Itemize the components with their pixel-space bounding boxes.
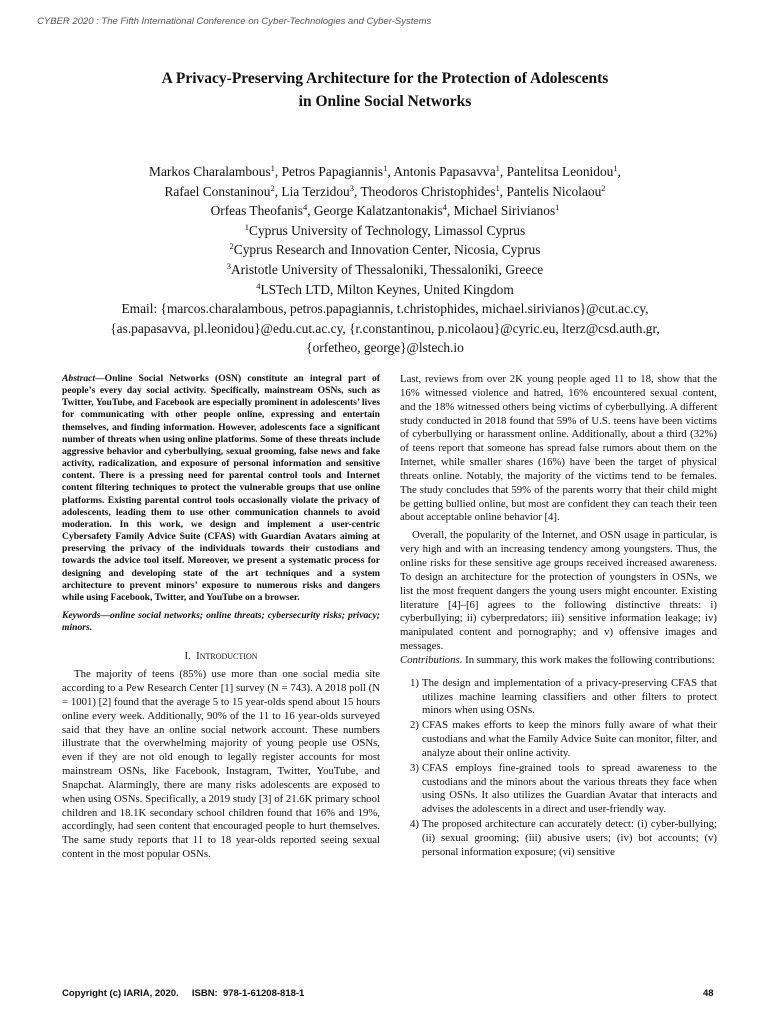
list-item — [400, 762, 717, 817]
author-line: Orfeas Theofanis$^4$, George Kalatzantonakis$^4$, Michael Sirivianos$^1$ — [210, 202, 560, 219]
title-line-2: in Online Social Networks — [298, 93, 472, 110]
title-line-1: A Privacy-Preserving Architecture for the Protection of Adolescents — [161, 70, 609, 87]
author-block — [30, 162, 740, 358]
affiliation-mark: 1 — [270, 163, 275, 173]
author-name: Rafael Constaninou — [164, 183, 271, 199]
list-number: 3) — [410, 761, 419, 774]
affiliation — [30, 240, 740, 260]
affiliation-mark: 1 — [555, 202, 560, 213]
affiliation-mark: 1 — [495, 163, 500, 173]
left-column — [62, 373, 380, 862]
list-item — [400, 677, 717, 719]
author-name: Pantelis Nicolaou — [506, 183, 602, 199]
author-name: Lia Terzidou — [281, 183, 350, 199]
affiliation-mark: 3 — [226, 260, 231, 271]
list-text: CFAS employs fine-grained tools to spread awareness to the custodians and the minors about the various threats they face when using OSNs. It also utilizes the Guardian Avatar that interacts and advises the adolescents in a direct and user-friendly way. — [422, 761, 717, 816]
author-name: George Kalatzantonakis — [313, 203, 443, 219]
keywords-label: Keywords — [62, 609, 101, 621]
email-line: {as.papasavva, pl.leonidou}@edu.cut.ac.cy, {r.constantinou, p.nicolaou}@cyric.eu, lterz@csd.auth.gr, — [110, 320, 660, 336]
affiliation — [30, 260, 740, 280]
section-heading — [62, 650, 380, 664]
contributions-text: In summary, this work makes the following contributions: — [465, 653, 715, 666]
affiliation-text: Cyprus Research and Innovation Center, Nicosia, Cyprus — [233, 242, 541, 258]
affiliation-mark: 4 — [442, 202, 447, 213]
email-line: {orfetheo, george}@lstech.io — [306, 340, 464, 356]
contributions-paragraph — [400, 654, 717, 668]
affiliation-mark: 3 — [349, 182, 355, 193]
keywords-text: online social networks; online threats; cybersecurity risks; privacy; minors. — [62, 609, 380, 634]
list-item — [400, 818, 717, 860]
affiliation-mark: 1 — [495, 182, 500, 193]
section-title: Introduction — [196, 650, 258, 663]
affiliation-mark: 4 — [302, 202, 308, 213]
list-number: 4) — [410, 818, 419, 831]
body-paragraph: Overall, the popularity of the Internet, and OSN usage in particular, is very high and with an increasing tendency among youngsters. Thus, the online risks for these sensitive age groups received increased awareness. To design an architecture for the protection of youngsters in OSNs, we list the most frequent dangers the young users might encounter. Existing literature [4]–[6] agrees to the following distinctive threats: i) cyberbullying; ii) cyberpredators; iii) sensitive information leakage; iv) manipulated content and pornography; and v) offensive images and messages. — [400, 529, 717, 653]
email-line: Email: {marcos.charalambous, petros.papagiannis, t.christophides, michael.sirivianos}@cut.ac.cy, — [121, 301, 649, 317]
author-name: Orfeas Theofanis — [210, 203, 303, 219]
right-column — [400, 373, 717, 861]
abstract: Abstract—Online Social Networks (OSN) constitute an integral part of people’s every day social activity. Specifically, mainstream OSNs, such as Twitter, YouTube, and Facebook are especially prominent in adolescents’ lives for communicating with other people online, expressing and entertain themselves, and finding information. However, adolescents face a significant number of threats when using online platforms. Some of these threats include aggressive behavior and cyberbullying, sexual grooming, false news and fake activity, radicalization, and exposure of personal information and sensitive content. There is a pressing need for parental control tools and Internet content filtering techniques to protect the vulnerable groups that use online platforms. Existing parental control tools occasionally violate the privacy of adolescents, leading them to use other communication channels to avoid moderation. In this work, we design and implement a user-centric Cybersafety Family Advice Suite (CFAS) with Guardian Avatars aiming at preserving the privacy of the individuals towards their custodians and towards the advice tool itself. Moreover, we present a systematic process for designing and developing state of the art techniques and a system architecture to prevent minors’ exposure to numerous risks and dangers while using Facebook, Twitter, and YouTube on a browser. — [62, 373, 380, 603]
contributions-list — [400, 677, 717, 860]
affiliation-mark: 2 — [270, 182, 275, 193]
affiliation-text: Aristotle University of Thessaloniki, Thessaloniki, Greece — [230, 261, 544, 277]
list-number: 1) — [410, 676, 419, 689]
abstract-label: Abstract — [62, 373, 96, 384]
running-header: CYBER 2020 : The Fifth International Conference on Cyber-Technologies and Cyber-Systems — [37, 16, 432, 27]
abstract-text: Online Social Networks (OSN) constitute an integral part of people’s every day social activity. Specifically, mainstream OSNs, such as Twitter, YouTube, and Facebook are especially prominent in adolescents’ lives for communicating with other people online, expressing and entertain themselves, and finding information. However, adolescents face a significant number of threats when using online platforms. Some of these threats include aggressive behavior and cyberbullying, sexual grooming, false news and fake activity, radicalization, and exposure of personal information and sensitive content. There is a pressing need for parental control tools and Internet content filtering techniques to protect the vulnerable groups that use online platforms. Existing parental control tools occasionally violate the privacy of adolescents, leading them to use other communication channels to avoid moderation. In this work, we design and implement a user-centric Cybersafety Family Advice Suite (CFAS) with Guardian Avatars aiming at preserving the privacy of the individuals towards their custodians and towards the advice tool itself. Moreover, we present a systematic process for designing and developing state of the art techniques and a system architecture to prevent minors’ exposure to numerous risks and dangers while using Facebook, Twitter, and YouTube on a browser. — [62, 373, 380, 603]
body-paragraph: The majority of teens (85%) use more than one social media site according to a Pew Research Center [1] survey (N = 743). A 2018 poll (N = 1001) [2] found that the average 5 to 15 year-olds spend about 15 hours online every week. Additionally, 90% of the 11 to 16 year-olds surveyed said that they have an online social network account. These numbers illustrate that the overwhelming majority of young people use OSNs, even if they are not old enough to legally register accounts for most mainstream OSNs, like Facebook, Instagram, Twitter, YouTube, and Snapchat. Alarmingly, there are many risks adolescents are exposed to when using OSNs. Specifically, a 2019 study [3] of 21.6K primary school children and 18.1K secondary school children found that 16% and 19%, accordingly, had seen content that encouraged people to hurt themselves. The same study reports that 11 to 18 year-olds reported seeing sexual content in the most popular OSNs. — [62, 668, 380, 861]
paper-title — [60, 67, 710, 113]
author-name: Antonis Papasavva — [393, 164, 496, 179]
affiliation-mark: 4 — [256, 280, 261, 291]
list-text: CFAS makes efforts to keep the minors fully aware of what their custodians and what the Family Advice Suite can monitor, filter, and analyze about their online activity. — [422, 719, 717, 759]
body-paragraph: Last, reviews from over 2K young people aged 11 to 18, show that the 16% witnessed violence and hatred, 16% encountered sexual content, and the 18% witnessed others being victims of cyberbullying. A different study conducted in 2018 found that 59% of U.S. teens have been victims of cyberbullying or harassment online. Additionally, about a third (32%) of teens report that someone has spread false rumors about them on the Internet, while smaller shares (16%) have been the target of physical threats online. Notably, the majority of the victims tend to be females. The study concludes that 59% of the parents worry that their child might be getting bullied online, but most are confident they can teach their teen about acceptable online behavior [4]. — [400, 373, 717, 524]
keywords: Keywords—online social networks; online threats; cybersecurity risks; privacy; minors. — [62, 609, 380, 634]
affiliation — [30, 280, 740, 300]
page-number: 48 — [703, 988, 714, 999]
affiliation-text: LSTech LTD, Milton Keynes, United Kingdom — [260, 281, 514, 297]
list-number: 2) — [410, 719, 419, 732]
affiliation-mark: 1 — [244, 221, 250, 232]
author-line: Rafael Constaninou$^2$, Lia Terzidou$^3$, Theodoros Christophides$^1$, Pantelis Nicolaou$^2$ — [164, 182, 606, 199]
affiliation-mark: 2 — [601, 182, 606, 193]
contributions-label: Contributions. — [400, 653, 463, 666]
affiliation — [30, 221, 740, 241]
list-text: The design and implementation of a privacy-preserving CFAS that utilizes machine learning classifiers and other filters to protect minors when using OSNs. — [422, 676, 717, 717]
author-line: Markos Charalambous$^1$, Petros Papagiannis$^1$, Antonis Papasavva$^1$, Pantelitsa Leonidou$^1$, — [149, 163, 621, 179]
author-name: Petros Papagiannis — [281, 164, 384, 179]
author-name: Theodoros Christophides — [360, 183, 496, 199]
affiliation-mark: 2 — [229, 241, 234, 252]
affiliation-mark: 1 — [613, 163, 618, 173]
list-text: The proposed architecture can accurately detect: (i) cyber-bullying; (ii) sexual grooming; (iii) abusive users; (iv) bot accounts; (v) personal information exposure; (vi) sensitive — [422, 818, 717, 858]
footer-copyright: Copyright (c) IARIA, 2020. ISBN: 978-1-61208-818-1 — [62, 988, 305, 999]
affiliation-mark: 1 — [383, 163, 388, 173]
list-item — [400, 719, 717, 761]
affiliation-text: Cyprus University of Technology, Limassol Cyprus — [249, 222, 526, 238]
section-number: I. — [184, 650, 191, 663]
author-name: Pantelitsa Leonidou — [506, 164, 614, 179]
author-name: Michael Sirivianos — [453, 203, 556, 219]
author-name: Markos Charalambous — [149, 164, 271, 179]
